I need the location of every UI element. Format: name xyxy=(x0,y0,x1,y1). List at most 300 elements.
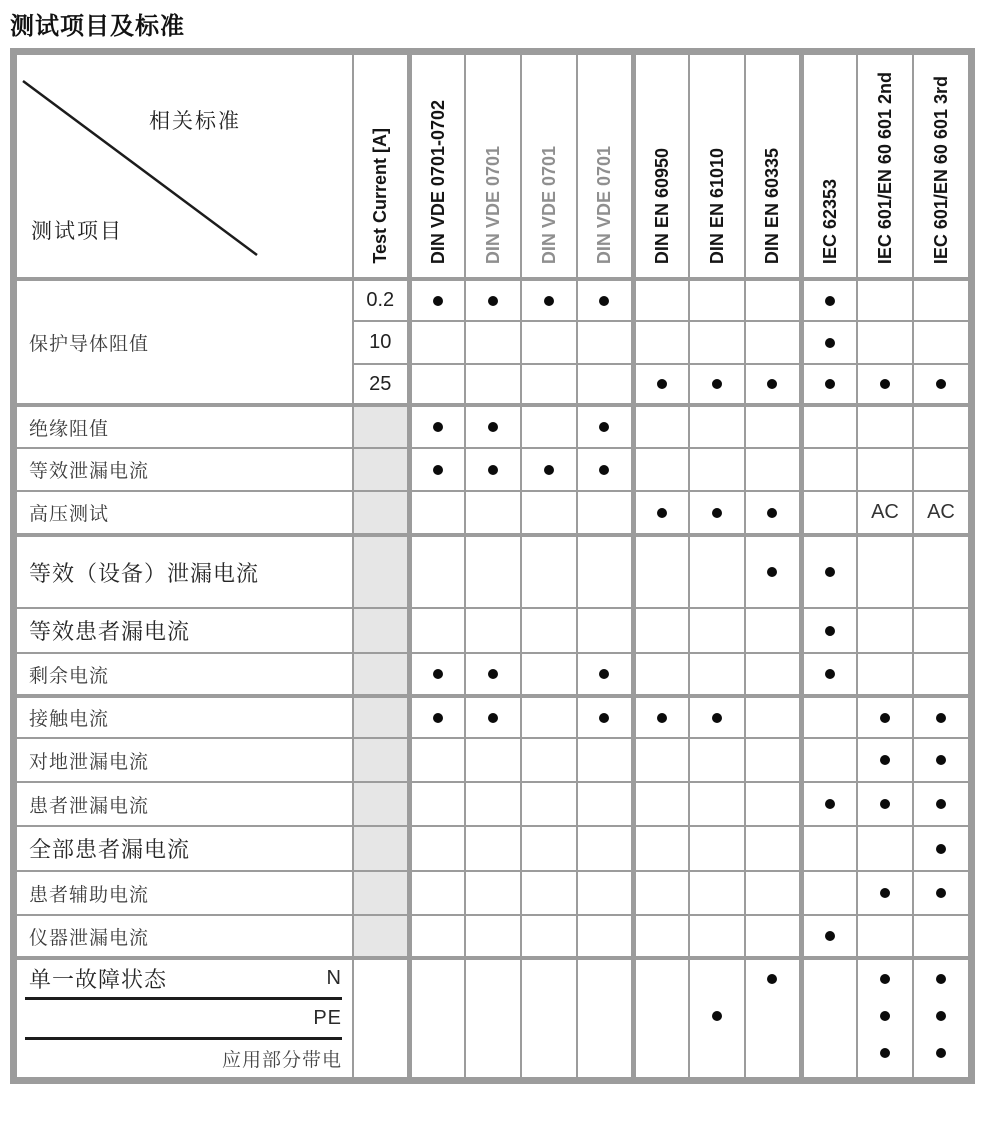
column-header-8 xyxy=(801,54,857,279)
table-row xyxy=(16,826,969,871)
empty-slot xyxy=(804,997,857,1034)
test-current-header xyxy=(353,54,409,279)
empty-cell xyxy=(577,782,633,826)
row-label: 等效泄漏电流 xyxy=(16,448,353,491)
empty-cell xyxy=(409,826,465,871)
empty-cell xyxy=(409,491,465,535)
single-fault-sub-row xyxy=(25,1000,342,1040)
empty-cell xyxy=(521,871,577,915)
bullet-dot xyxy=(488,669,498,679)
empty-cell xyxy=(801,826,857,871)
single-fault-mark-cell xyxy=(745,958,801,1078)
empty-cell xyxy=(465,491,521,535)
empty-cell xyxy=(913,653,969,696)
bullet-dot xyxy=(880,1048,890,1058)
empty-cell xyxy=(857,608,913,653)
mark-cell xyxy=(465,279,521,321)
empty-cell xyxy=(521,491,577,535)
mark-cell xyxy=(857,364,913,405)
single-fault-mark-cell xyxy=(913,958,969,1078)
table-row xyxy=(16,491,969,535)
empty-cell xyxy=(689,448,745,491)
empty-cell xyxy=(409,871,465,915)
empty-cell xyxy=(577,915,633,958)
empty-cell xyxy=(801,405,857,448)
test-current-cell xyxy=(353,653,409,696)
empty-cell xyxy=(689,782,745,826)
bullet-dot xyxy=(488,296,498,306)
test-current-cell xyxy=(353,958,409,1078)
mark-cell xyxy=(857,782,913,826)
empty-slot xyxy=(522,1034,576,1071)
empty-cell xyxy=(689,826,745,871)
test-current-cell: 0.2 xyxy=(353,279,409,321)
test-current-cell xyxy=(353,608,409,653)
single-fault-sub-row xyxy=(25,960,342,1000)
empty-cell xyxy=(745,405,801,448)
empty-cell xyxy=(689,871,745,915)
column-header-label: DIN VDE 0701 xyxy=(483,145,503,264)
single-fault-mark-cell xyxy=(689,958,745,1078)
empty-cell xyxy=(465,871,521,915)
bullet-dot xyxy=(433,713,443,723)
row-label: 等效（设备）泄漏电流 xyxy=(16,535,353,608)
single-fault-mark-cell xyxy=(465,958,521,1078)
empty-cell xyxy=(465,608,521,653)
mark-cell xyxy=(913,871,969,915)
empty-cell xyxy=(913,608,969,653)
row-label: 保护导体阻值 xyxy=(16,279,353,405)
empty-cell xyxy=(633,826,689,871)
mark-cell xyxy=(745,491,801,535)
empty-cell xyxy=(465,535,521,608)
mark-cell xyxy=(801,364,857,405)
empty-cell xyxy=(913,915,969,958)
bullet-dot xyxy=(825,626,835,636)
mark-cell xyxy=(801,915,857,958)
empty-cell xyxy=(521,321,577,364)
mark-cell xyxy=(689,364,745,405)
empty-cell xyxy=(745,448,801,491)
bullet-dot xyxy=(433,296,443,306)
test-current-cell xyxy=(353,915,409,958)
empty-cell xyxy=(745,915,801,958)
bullet-dot xyxy=(880,379,890,389)
empty-cell xyxy=(633,279,689,321)
single-fault-mark-cell xyxy=(857,958,913,1078)
empty-cell xyxy=(633,738,689,782)
table-row xyxy=(16,279,969,321)
mark-cell xyxy=(633,364,689,405)
empty-cell xyxy=(577,491,633,535)
empty-cell xyxy=(409,321,465,364)
bullet-dot xyxy=(433,422,443,432)
empty-cell xyxy=(689,608,745,653)
empty-cell xyxy=(801,448,857,491)
empty-cell xyxy=(689,535,745,608)
single-fault-sub-row xyxy=(25,1040,342,1077)
mark-cell xyxy=(857,871,913,915)
bullet-dot xyxy=(657,713,667,723)
column-header-3 xyxy=(521,54,577,279)
mark-slot xyxy=(690,997,744,1034)
empty-cell xyxy=(745,782,801,826)
bullet-dot xyxy=(936,1048,946,1058)
bullet-dot xyxy=(433,669,443,679)
empty-cell xyxy=(857,535,913,608)
table-row xyxy=(16,448,969,491)
mark-slot xyxy=(858,1034,912,1071)
bullet-dot xyxy=(880,1011,890,1021)
empty-cell xyxy=(745,279,801,321)
empty-slot xyxy=(412,1034,465,1071)
column-header-label: DIN EN 60950 xyxy=(651,147,672,264)
test-current-cell: 25 xyxy=(353,364,409,405)
bullet-dot xyxy=(657,508,667,518)
column-header-label: DIN EN 60335 xyxy=(762,147,783,264)
bullet-dot xyxy=(599,465,609,475)
empty-cell xyxy=(633,448,689,491)
column-header-label: DIN VDE 0701-0702 xyxy=(427,99,448,264)
table-row xyxy=(16,915,969,958)
empty-slot xyxy=(466,1034,520,1071)
empty-cell xyxy=(857,321,913,364)
empty-cell xyxy=(745,321,801,364)
single-fault-title: 单一故障状态 xyxy=(29,967,168,992)
mark-cell xyxy=(465,653,521,696)
table xyxy=(15,53,970,1079)
row-label: 患者泄漏电流 xyxy=(16,782,353,826)
empty-cell xyxy=(857,915,913,958)
column-header-1 xyxy=(409,54,465,279)
bullet-dot xyxy=(936,755,946,765)
column-header-label: IEC 601/EN 60 601 3rd xyxy=(931,75,951,264)
mark-slot xyxy=(914,960,968,997)
bullet-dot xyxy=(880,713,890,723)
empty-slot xyxy=(578,960,631,997)
empty-cell xyxy=(465,738,521,782)
empty-cell xyxy=(689,738,745,782)
empty-cell xyxy=(409,738,465,782)
bullet-dot xyxy=(599,422,609,432)
row-label: 等效患者漏电流 xyxy=(16,608,353,653)
empty-cell xyxy=(521,653,577,696)
empty-cell xyxy=(465,782,521,826)
empty-cell xyxy=(689,405,745,448)
table-row xyxy=(16,405,969,448)
empty-cell xyxy=(745,653,801,696)
test-current-cell: 10 xyxy=(353,321,409,364)
empty-slot xyxy=(522,960,576,997)
mark-cell xyxy=(409,448,465,491)
empty-cell xyxy=(633,915,689,958)
empty-cell xyxy=(913,321,969,364)
mark-cell xyxy=(801,321,857,364)
empty-cell xyxy=(577,321,633,364)
empty-slot xyxy=(522,997,576,1034)
empty-cell xyxy=(521,738,577,782)
single-fault-mark-cell xyxy=(521,958,577,1078)
ac-cell: AC xyxy=(857,491,913,535)
empty-cell xyxy=(801,738,857,782)
mark-cell xyxy=(409,405,465,448)
column-header-7 xyxy=(745,54,801,279)
empty-cell xyxy=(689,321,745,364)
single-fault-mark-cell xyxy=(409,958,465,1078)
empty-cell xyxy=(857,405,913,448)
empty-slot xyxy=(746,1034,799,1071)
test-current-cell xyxy=(353,448,409,491)
mark-cell xyxy=(857,696,913,738)
bullet-dot xyxy=(880,974,890,984)
empty-cell xyxy=(745,871,801,915)
empty-slot xyxy=(412,960,465,997)
test-current-cell xyxy=(353,696,409,738)
table-row xyxy=(16,871,969,915)
single-fault-mark-cell xyxy=(633,958,689,1078)
empty-slot xyxy=(690,960,744,997)
empty-cell xyxy=(913,279,969,321)
bullet-dot xyxy=(936,844,946,854)
table-row xyxy=(16,608,969,653)
bullet-dot xyxy=(544,465,554,475)
column-header-4 xyxy=(577,54,633,279)
empty-cell xyxy=(633,535,689,608)
mark-cell xyxy=(857,738,913,782)
bullet-dot xyxy=(433,465,443,475)
bullet-dot xyxy=(599,296,609,306)
empty-slot xyxy=(804,960,857,997)
empty-cell xyxy=(689,653,745,696)
mark-slot xyxy=(914,997,968,1034)
empty-cell xyxy=(465,826,521,871)
corner-standards-label: 相关标准 xyxy=(149,110,241,133)
empty-cell xyxy=(577,608,633,653)
mark-cell xyxy=(577,405,633,448)
header-row xyxy=(16,54,969,279)
test-current-header-label: Test Current [A] xyxy=(370,128,391,264)
empty-cell xyxy=(465,321,521,364)
bullet-dot xyxy=(488,465,498,475)
column-header-6 xyxy=(689,54,745,279)
empty-cell xyxy=(913,535,969,608)
empty-cell xyxy=(633,405,689,448)
mark-cell xyxy=(465,405,521,448)
empty-slot xyxy=(466,960,520,997)
bullet-dot xyxy=(825,567,835,577)
bullet-dot xyxy=(825,931,835,941)
column-header-label: DIN VDE 0701 xyxy=(594,145,615,264)
bullet-dot xyxy=(767,508,777,518)
empty-cell xyxy=(801,491,857,535)
mark-cell xyxy=(633,491,689,535)
empty-cell xyxy=(857,448,913,491)
bullet-dot xyxy=(936,888,946,898)
bullet-dot xyxy=(599,669,609,679)
mark-cell xyxy=(913,738,969,782)
bullet-dot xyxy=(936,1011,946,1021)
mark-cell xyxy=(801,535,857,608)
mark-cell xyxy=(913,696,969,738)
bullet-dot xyxy=(544,296,554,306)
column-header-5 xyxy=(633,54,689,279)
empty-slot xyxy=(636,1034,689,1071)
corner-cell xyxy=(16,54,353,279)
column-header-label: IEC 601/EN 60 601 2nd xyxy=(875,71,895,264)
mark-cell xyxy=(465,448,521,491)
bullet-dot xyxy=(880,799,890,809)
test-current-cell xyxy=(353,405,409,448)
single-fault-sub-label: N xyxy=(326,967,342,989)
empty-cell xyxy=(465,364,521,405)
empty-cell xyxy=(521,405,577,448)
empty-cell xyxy=(633,321,689,364)
mark-cell xyxy=(913,364,969,405)
empty-slot xyxy=(578,1034,631,1071)
mark-slot xyxy=(746,960,799,997)
single-fault-row xyxy=(16,958,969,1078)
empty-cell xyxy=(857,826,913,871)
bullet-dot xyxy=(825,799,835,809)
mark-cell xyxy=(577,448,633,491)
empty-cell xyxy=(633,608,689,653)
empty-cell xyxy=(689,279,745,321)
mark-cell xyxy=(689,491,745,535)
bullet-dot xyxy=(825,338,835,348)
empty-cell xyxy=(409,364,465,405)
mark-cell xyxy=(913,826,969,871)
empty-cell xyxy=(857,653,913,696)
empty-cell xyxy=(801,871,857,915)
mark-cell xyxy=(409,279,465,321)
empty-cell xyxy=(745,826,801,871)
bullet-dot xyxy=(936,379,946,389)
table-row xyxy=(16,696,969,738)
row-label: 仪器泄漏电流 xyxy=(16,915,353,958)
corner-items-label: 测试项目 xyxy=(31,220,123,243)
table-row xyxy=(16,738,969,782)
table-row xyxy=(16,653,969,696)
mark-cell xyxy=(745,535,801,608)
bullet-dot xyxy=(712,508,722,518)
mark-slot xyxy=(858,997,912,1034)
bullet-dot xyxy=(936,713,946,723)
empty-cell xyxy=(913,405,969,448)
empty-slot xyxy=(746,997,799,1034)
bullet-dot xyxy=(712,379,722,389)
mark-cell xyxy=(913,782,969,826)
single-fault-sub-label: PE xyxy=(313,1007,342,1029)
empty-slot xyxy=(636,960,689,997)
empty-slot xyxy=(690,1034,744,1071)
bullet-dot xyxy=(825,296,835,306)
empty-cell xyxy=(577,826,633,871)
bullet-dot xyxy=(488,422,498,432)
row-label: 全部患者漏电流 xyxy=(16,826,353,871)
empty-cell xyxy=(689,915,745,958)
mark-cell xyxy=(409,696,465,738)
empty-cell xyxy=(521,696,577,738)
ac-cell: AC xyxy=(913,491,969,535)
column-header-label: DIN VDE 0701 xyxy=(539,145,559,264)
empty-cell xyxy=(409,608,465,653)
mark-cell xyxy=(577,653,633,696)
empty-cell xyxy=(521,608,577,653)
empty-cell xyxy=(521,826,577,871)
test-current-cell xyxy=(353,491,409,535)
mark-cell xyxy=(577,279,633,321)
empty-slot xyxy=(578,997,631,1034)
row-label: 绝缘阻值 xyxy=(16,405,353,448)
standards-matrix-table xyxy=(10,48,975,1084)
empty-cell xyxy=(577,535,633,608)
mark-cell xyxy=(409,653,465,696)
table-row xyxy=(16,535,969,608)
mark-cell xyxy=(521,279,577,321)
empty-cell xyxy=(409,782,465,826)
bullet-dot xyxy=(825,379,835,389)
mark-slot xyxy=(858,960,912,997)
bullet-dot xyxy=(936,799,946,809)
bullet-dot xyxy=(488,713,498,723)
column-header-2 xyxy=(465,54,521,279)
bullet-dot xyxy=(880,888,890,898)
row-label: 患者辅助电流 xyxy=(16,871,353,915)
mark-cell xyxy=(801,608,857,653)
single-fault-mark-cell xyxy=(801,958,857,1078)
empty-cell xyxy=(801,696,857,738)
empty-cell xyxy=(521,535,577,608)
mark-cell xyxy=(577,696,633,738)
mark-cell xyxy=(633,696,689,738)
mark-cell xyxy=(521,448,577,491)
empty-cell xyxy=(577,738,633,782)
bullet-dot xyxy=(712,713,722,723)
mark-cell xyxy=(465,696,521,738)
mark-cell xyxy=(801,653,857,696)
empty-cell xyxy=(745,608,801,653)
row-label: 对地泄漏电流 xyxy=(16,738,353,782)
bullet-dot xyxy=(767,974,777,984)
row-label: 接触电流 xyxy=(16,696,353,738)
test-current-cell xyxy=(353,826,409,871)
test-current-cell xyxy=(353,738,409,782)
page-title: 测试项目及标准 xyxy=(10,13,185,40)
empty-cell xyxy=(745,696,801,738)
empty-cell xyxy=(577,364,633,405)
empty-cell xyxy=(521,364,577,405)
single-fault-mark-cell xyxy=(577,958,633,1078)
bullet-dot xyxy=(936,974,946,984)
bullet-dot xyxy=(599,713,609,723)
row-label: 剩余电流 xyxy=(16,653,353,696)
column-header-9 xyxy=(857,54,913,279)
empty-cell xyxy=(857,279,913,321)
empty-cell xyxy=(633,871,689,915)
bullet-dot xyxy=(657,379,667,389)
row-label: 高压测试 xyxy=(16,491,353,535)
empty-slot xyxy=(636,997,689,1034)
mark-slot xyxy=(914,1034,968,1071)
empty-cell xyxy=(409,915,465,958)
bullet-dot xyxy=(880,755,890,765)
empty-slot xyxy=(466,997,520,1034)
bullet-dot xyxy=(712,1011,722,1021)
mark-cell xyxy=(689,696,745,738)
mark-cell xyxy=(801,782,857,826)
empty-cell xyxy=(465,915,521,958)
single-fault-label-cell xyxy=(16,958,353,1078)
